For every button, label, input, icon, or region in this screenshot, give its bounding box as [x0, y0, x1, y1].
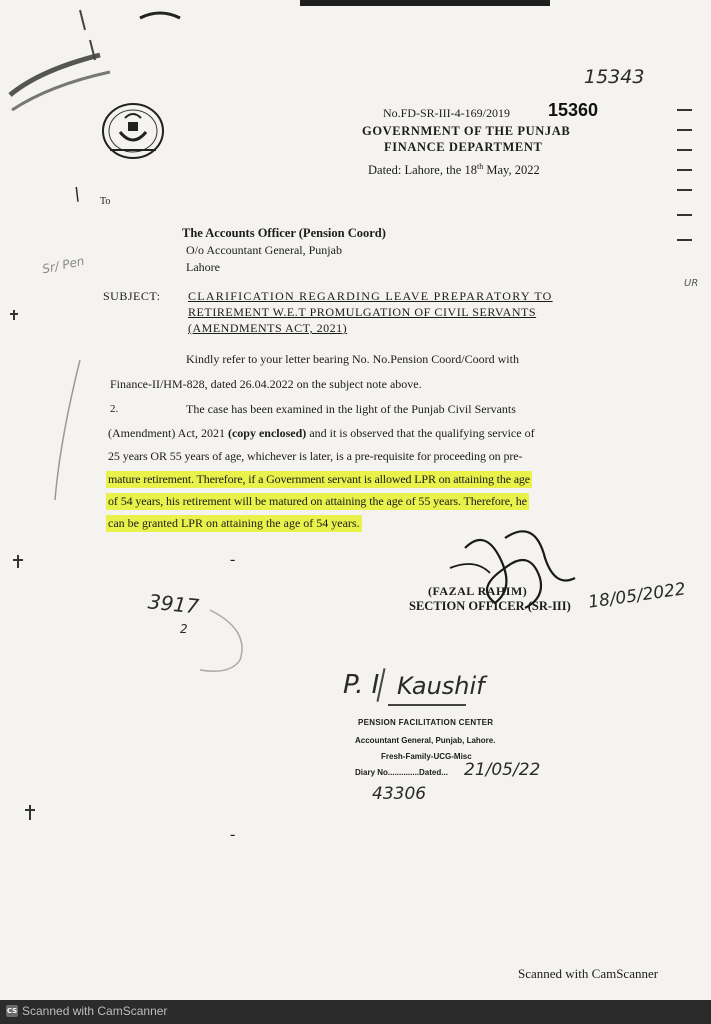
organization-name: GOVERNMENT OF THE PUNJAB: [362, 124, 571, 138]
paragraph-2-line-5-highlighted: of 54 years, his retirement will be matured on attaining the age of 55 years. Therefore, he: [108, 494, 527, 508]
diary-number: 43306: [372, 784, 427, 804]
stray-dash-2: -: [230, 826, 236, 843]
paragraph-2-line-4-highlighted: mature retirement. Therefore, if a Government servant is allowed LPR on attaining the age: [108, 472, 530, 486]
margin-marks: [0, 300, 100, 840]
handwritten-number-sub: 2: [180, 622, 188, 636]
edge-note: UR: [684, 278, 699, 289]
addressee-city: Lahore: [186, 260, 220, 274]
stamped-number: 15360: [548, 100, 599, 120]
to-mark: \: [74, 184, 81, 205]
subject-line-2: RETIREMENT W.E.T PROMULGATION OF CIVIL SERVANTS: [188, 305, 537, 319]
signoff-date: 18/05/2022: [587, 579, 687, 613]
punjab-government-seal-icon: [98, 98, 168, 164]
camscanner-watermark: Scanned with CamScanner: [518, 966, 659, 981]
camscanner-footer-text: Scanned with CamScanner: [22, 1004, 168, 1018]
paragraph-1-line-1: Kindly refer to your letter bearing No. No.Pension Coord/Coord with: [186, 352, 519, 366]
stamp-line-3: Fresh-Family-UCG-Misc: [381, 752, 472, 761]
reference-number: No.FD-SR-III-4-169/2019: [383, 106, 510, 120]
paragraph-1-line-2: Finance-II/HM-828, dated 26.04.2022 on the subject note above.: [110, 377, 422, 391]
to-label: To: [100, 196, 111, 207]
stamp-line-4: Diary No..............Dated...: [355, 768, 448, 777]
signatory-title: SECTION OFFICER (SR-III): [409, 599, 571, 613]
handwritten-number-mid: 3917: [146, 589, 201, 619]
department-name: FINANCE DEPARTMENT: [384, 140, 543, 154]
addressee-title: The Accounts Officer (Pension Coord): [182, 226, 386, 240]
letter-date: Dated: Lahore, the 18th May, 2022: [368, 162, 540, 178]
subject-line-1: CLARIFICATION REGARDING LEAVE PREPARATORY TO: [188, 289, 553, 303]
camscanner-logo-icon: CS: [6, 1007, 18, 1015]
signature-name: Kaushif: [397, 672, 485, 700]
subject-line-3: (AMENDMENTS ACT, 2021): [188, 321, 348, 335]
stray-dash: -: [230, 551, 236, 568]
signatory-name: (FAZAL RAHIM): [428, 584, 528, 598]
paragraph-2-line-6-highlighted: can be granted LPR on attaining the age of 54 years.: [108, 516, 360, 530]
addressee-office: O/o Accountant General, Punjab: [186, 243, 342, 257]
edge-marks: [672, 100, 702, 280]
signature-underline: [388, 704, 466, 706]
signature-initials: P. I: [343, 670, 380, 700]
receipt-date: 21/05/22: [464, 760, 541, 780]
stamp-line-2: Accountant General, Punjab, Lahore.: [355, 736, 496, 745]
paragraph-2-number: 2.: [110, 403, 119, 415]
subject-label: SUBJECT:: [103, 289, 161, 303]
paragraph-2-line-3: 25 years OR 55 years of age, whichever is later, is a pre-requisite for proceeding on pre-: [108, 449, 523, 463]
paragraph-2-line-1: The case has been examined in the light of the Punjab Civil Servants: [186, 402, 516, 416]
bracket-scribble: [140, 600, 260, 680]
handwritten-file-number: 15343: [584, 66, 645, 88]
paragraph-2-line-2: (Amendment) Act, 2021 (copy enclosed) and it is observed that the qualifying service of: [108, 426, 535, 440]
camscanner-footer-bar: [0, 1000, 711, 1024]
stamp-line-1: PENSION FACILITATION CENTER: [358, 718, 494, 727]
margin-scrawl: Sr/ Pen: [41, 253, 86, 277]
